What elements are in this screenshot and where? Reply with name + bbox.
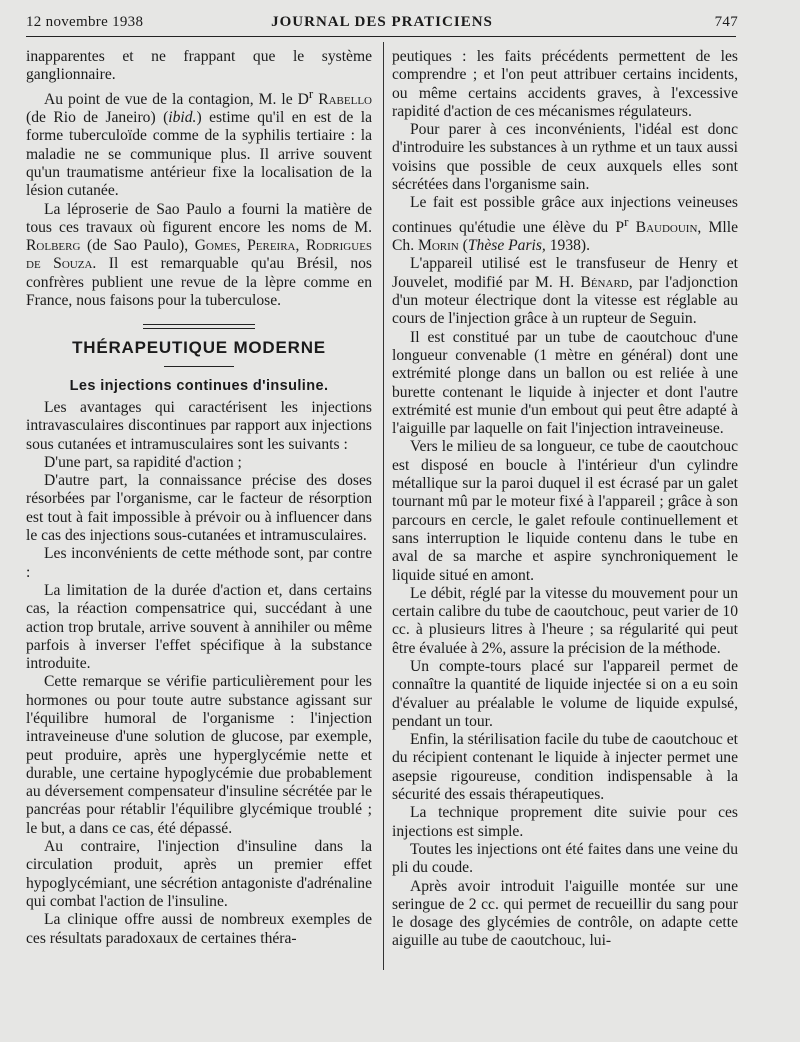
right-column <box>392 48 738 951</box>
section-title: THÉRAPEUTIQUE MODERNE <box>72 338 326 358</box>
paragraph: Toutes les injections ont été faites dans une veine du pli du coude. <box>392 840 738 877</box>
paragraph: La clinique offre aussi de nombreux exemples de ces résultats paradoxaux de certaines théra- <box>26 911 372 947</box>
paragraph: Le fait est possible grâce aux injections veineuses continues qu'étudie une élève du $P^r$ Baudouin, Mlle Ch. Morin (Thèse Paris, 1938). <box>392 194 739 255</box>
paragraph: Après avoir introduit l'aiguille montée sur une seringue de 2 cc. qui permet de recueillir du sang pour le dosage des glycémies de contrôle, on adapte cette aiguille au tube de caoutchouc, lui- <box>392 877 738 950</box>
section-separator <box>143 324 255 329</box>
paragraph: Au point de vue de la contagion, M. le $D^r$ Rabello (de Rio de Janeiro) (ibid.) estime qu'il en est de la forme tuberculoïde comme de la syphilis tertiaire : la maladie ne se communique plus. Il arrive souvent qu'un traumatisme antérieur fixe la localisation de la lésion cutanée. <box>26 85 372 200</box>
column-divider <box>383 42 384 970</box>
paragraph: inapparentes et ne frappant que le système ganglionnaire. <box>26 48 372 84</box>
paragraph: La limitation de la durée d'action et, dans certains cas, la réaction compensatrice qui, succédant à une action trop brutale, arrive souvent à annihiler ou même parfois à inverser l'effet spécifique à la substance introduite. <box>26 581 372 673</box>
page-header <box>26 14 738 36</box>
paragraph: Au contraire, l'injection d'insuline dans la circulation produit, après un premier effet hypoglycémiant, une sécrétion antagoniste d'adrénaline qui combat l'action de l'insuline. <box>26 838 372 910</box>
paragraph: Cette remarque se vérifie particulièrement pour les hormones ou pour toute autre substance agissant sur l'équilibre humoral de l'organisme : l'injection intraveineuse d'une solution de glucose, par exemple, peut produire, après une hyperglycémie nette et durable, une certaine hypoglycémie due probablement au déversement compensateur d'insuline sécrétée par le pancréas pour rétablir l'équilibre glycémique troublé ; le but, a dans ce cas, été dépassé. <box>26 673 372 837</box>
journal-title: JOURNAL DES PRATICIENS <box>271 14 493 30</box>
paragraph: Vers le milieu de sa longueur, ce tube de caoutchouc est disposé en boucle à l'intérieur d'un cylindre métallique sur la paroi duquel il est écrasé par un galet tournant mû par le moteur fixé à l'appareil ; grâce à son parcours en cercle, le galet refoule continuellement et sans interruption le liquide contenu dans le tube en aval de sa marche et aspire synchroniquement le liquide situé en amont. <box>392 438 738 584</box>
left-column <box>26 48 372 948</box>
article-title: Les injections continues d'insuline. <box>69 377 329 394</box>
header-rule <box>26 36 736 37</box>
paragraph: D'une part, sa rapidité d'action ; <box>44 453 242 471</box>
issue-date: 12 novembre 1938 <box>26 14 144 30</box>
page-number: 747 <box>714 14 738 30</box>
paragraph: La technique proprement dite suivie pour ces injections est simple. <box>392 804 738 840</box>
title-rule <box>164 366 234 367</box>
paragraph: La léproserie de Sao Paulo a fourni la matière de tous ces travaux où figurent encore les noms de M. Rolberg (de Sao Paulo), Gomes, Pereira, Rodrigues de Souza. Il est remarquable qu'au Brésil, nos confrères publient une revue de la lèpre comme en France, nous faisons pour la tuberculose. <box>26 200 373 310</box>
paragraph: Un compte-tours placé sur l'appareil permet de connaître la quantité de liquide injectée si on a eu soin d'évaluer au préalable le volume de liquide expulsé, pendant un tour. <box>392 657 738 730</box>
paragraph: L'appareil utilisé est le transfuseur de Henry et Jouvelet, modifié par M. H. Bénard, par l'adjonction d'un moteur électrique dont la vitesse est réglable au cours de l'injection grâce à un rupteur de Seguin. <box>392 255 738 328</box>
paragraph: Les inconvénients de cette méthode sont, par contre : <box>26 545 372 581</box>
paragraph: Enfin, la stérilisation facile du tube de caoutchouc et du récipient contenant le liquide à injecter permet une asepsie rigoureuse, condition indispensable à la sécurité des essais thérapeutiques. <box>392 731 738 804</box>
paragraph: peutiques : les faits précédents permettent de les comprendre ; et l'on peut attribuer certains incidents, ou même certains accidents graves, à l'excessive rapidité d'action de ces mécanismes régulateurs. <box>392 48 738 120</box>
paragraph: Il est constitué par un tube de caoutchouc d'une longueur convenable (1 mètre en général) dont une extrémité plonge dans un ballon ou est reliée à une burette contenant le liquide à injecter et dont l'autre extrémité est munie d'un embout qui peut être adapté à l'aiguille par laquelle on fait l'injection intraveineuse. <box>392 328 738 438</box>
paragraph: Les avantages qui caractérisent les injections intravasculaires discontinues par rapport aux injections sous cutanées et intramusculaires sont les suivants : <box>26 398 372 453</box>
paragraph: Pour parer à ces inconvénients, l'idéal est donc d'introduire les substances à un rythme et un taux aussi voisins que possible de ceux auxquels elles sont sécrétées dans l'organisme sain. <box>392 121 738 194</box>
paragraph: Le débit, réglé par la vitesse du mouvement pour un certain calibre du tube de caoutchouc, peut varier de 10 cc. à plusieurs litres à l'heure ; sa régularité qui peut être évaluée à 2%, assure la précision de la méthode. <box>392 584 738 657</box>
paragraph: D'autre part, la connaissance précise des doses résorbées par l'organisme, car le facteur de résorption est tout à fait impossible à prévoir ou à influencer dans le cas des injections sous-cutanées et intramusculaires. <box>26 472 372 545</box>
